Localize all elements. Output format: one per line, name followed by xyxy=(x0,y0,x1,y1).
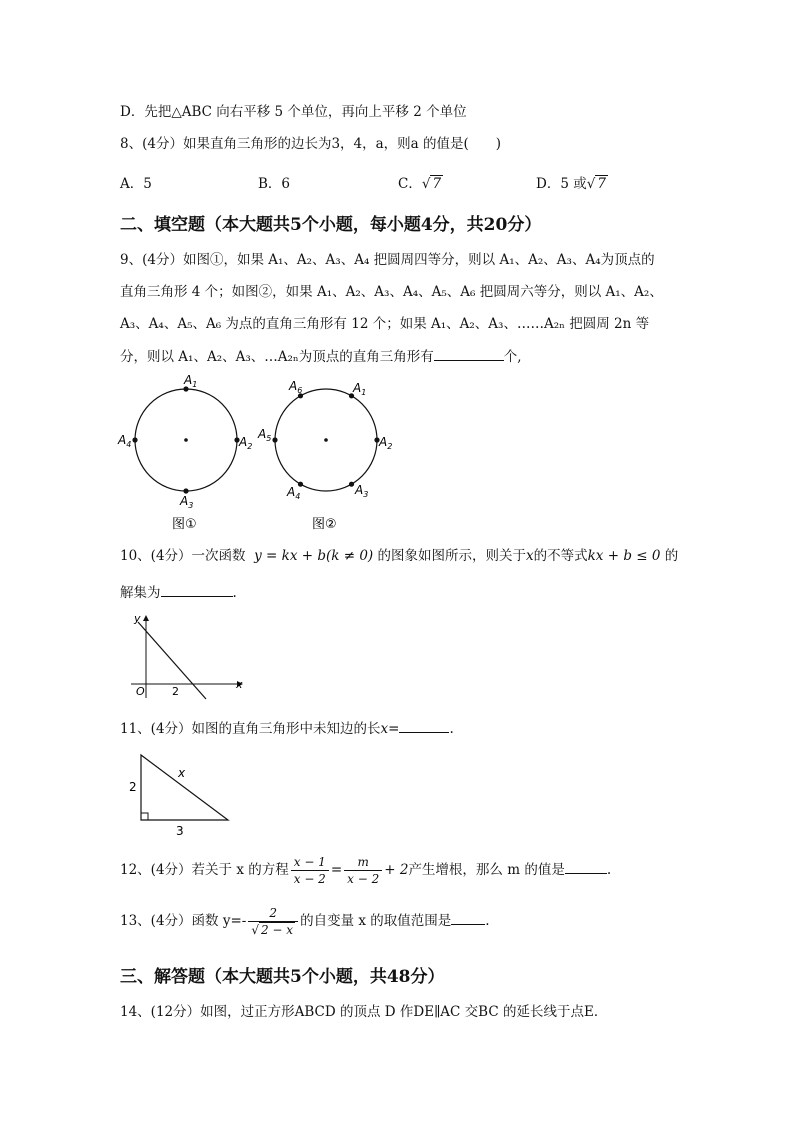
q9-figures xyxy=(112,370,412,535)
section3-heading: 三、解答题（本大题共5个小题，共48分） xyxy=(120,967,445,987)
q12-answer-blank[interactable] xyxy=(565,859,607,874)
q9-fig2-label-a3: $A_3$ xyxy=(355,483,369,499)
q12-stem: 12、(4分）若关于 x 的方程 $\frac{x - 1}{x - 2}$ = $\frac{m}{x - 2}$ + 2产生增根，那么 m 的值是 . xyxy=(120,855,612,886)
q9-fig1-point-a1 xyxy=(183,386,188,391)
q11-answer-blank[interactable] xyxy=(399,718,449,733)
q7-option-d: D．先把△ABC 向右平移 5 个单位，再向上平移 2 个单位 xyxy=(120,104,467,120)
q9-fig1-circle-diagram xyxy=(117,373,252,532)
section2-heading: 二、填空题（本大题共5个小题，每小题4分，共20分） xyxy=(120,215,542,235)
q11-label-vertical: 2 xyxy=(129,780,137,794)
q9-fig2-label-a6: $A_6$ xyxy=(289,379,303,395)
q9-line2: 直角三角形 4 个；如图②，如果 A₁、A₂、A₃、A₄、A₅、A₆ 把圆周六等分，则以 A₁、A₂、 xyxy=(120,284,663,300)
q9-fig2-caption: 图② xyxy=(312,517,337,532)
q9-fig1-center xyxy=(184,438,188,442)
q11-right-triangle xyxy=(141,755,228,820)
q8-option-d: D．5 或√ 7 xyxy=(536,176,606,192)
q9-fig2-point-a5 xyxy=(272,437,277,442)
q9-fig1-caption: 图① xyxy=(172,517,197,532)
q9-fig2-point-a4 xyxy=(298,482,303,487)
q9-line1: 9、(4分）如图①，如果 A₁、A₂、A₃、A₄ 把圆周四等分，则以 A₁、A₂、A₃、A₄为顶点的 xyxy=(120,252,655,268)
q11-label-horizontal: 3 xyxy=(176,824,184,838)
q10-x-label: x xyxy=(236,678,243,691)
q9-fig1-point-a3 xyxy=(183,488,188,493)
q9-line4: 分，则以 A₁、A₂、A₃、…A₂ₙ为顶点的直角三角形有 个, xyxy=(120,346,522,367)
q9-fig2-point-a3 xyxy=(349,482,354,487)
q14-stem: 14、(12分）如图，过正方形ABCD 的顶点 D 作DE∥AC 交BC 的延长线于点E． xyxy=(120,1004,608,1020)
q11-right-angle-mark xyxy=(141,813,148,820)
q11-triangle-figure xyxy=(124,750,244,840)
q12-fraction-2: $\frac{m}{x - 2}$ xyxy=(344,854,382,887)
q13-answer-blank[interactable] xyxy=(451,910,485,925)
q9-answer-blank[interactable] xyxy=(434,346,504,361)
q10-answer-blank[interactable] xyxy=(161,582,233,597)
q8-option-c: C．√ 7 xyxy=(398,176,442,192)
q9-fig2-label-a1: $A_1$ xyxy=(353,381,367,397)
q9-fig1-label-a4: $A_4$ xyxy=(118,433,132,449)
q9-fig2-circle-diagram xyxy=(257,379,392,532)
q10-line2: 解集为 . xyxy=(120,582,237,603)
q9-fig2-label-a2: $A_2$ xyxy=(379,435,393,451)
q11-label-hypotenuse: x xyxy=(178,766,186,780)
q10-inequality: kx + b ≤ 0 xyxy=(587,548,661,564)
q10-x-intercept-label: 2 xyxy=(172,685,179,698)
q10-line1: 10、(4分）一次函数 y = kx + b(k ≠ 0) 的图象如图所示，则关于x的不等式kx + b ≤ 0 的 xyxy=(120,548,679,564)
q10-var: x xyxy=(526,548,534,564)
q11-stem: 11、(4分）如图的直角三角形中未知边的长x= . xyxy=(120,718,454,739)
q9-fig1-label-a1: $A_1$ xyxy=(184,373,198,389)
q9-fig2-label-a5: $A_5$ xyxy=(258,427,272,443)
q10-y-label: y xyxy=(134,612,141,625)
q9-fig1-label-a2: $A_2$ xyxy=(239,435,253,451)
q10-graph xyxy=(126,608,256,703)
q9-line3: A₃、A₄、A₅、A₆ 为点的直角三角形有 12 个；如果 A₁、A₂、A₃、……A₂ₙ 把圆周 2n 等 xyxy=(120,316,650,332)
q13-stem: 13、(4分）函数 y=- $\frac{2}{√ 2 - x}$ 的自变量 x 的取值范围是 . xyxy=(120,906,490,937)
q8-stem: 8、(4分）如果直角三角形的边长为3，4，a，则a 的值是( ) xyxy=(120,136,502,152)
q13-fraction: $\frac{2}{√ 2 - x}$ xyxy=(248,905,298,938)
q12-fraction-1: $\frac{x - 1}{x - 2}$ xyxy=(291,854,329,887)
q9-fig2-center xyxy=(324,438,328,442)
q8-option-a: A．5 xyxy=(120,176,152,192)
q8-option-d-radicand: 7 xyxy=(597,176,606,192)
q10-origin-label: O xyxy=(136,685,145,698)
q9-fig1-point-a4 xyxy=(132,437,137,442)
q9-fig1-label-a3: $A_3$ xyxy=(180,494,194,510)
q8-option-c-radicand: 7 xyxy=(432,176,442,192)
q8-option-b: B．6 xyxy=(258,176,291,192)
q9-fig2-label-a4: $A_4$ xyxy=(287,485,301,501)
q10-function: y = kx + b(k ≠ 0) xyxy=(254,548,374,564)
